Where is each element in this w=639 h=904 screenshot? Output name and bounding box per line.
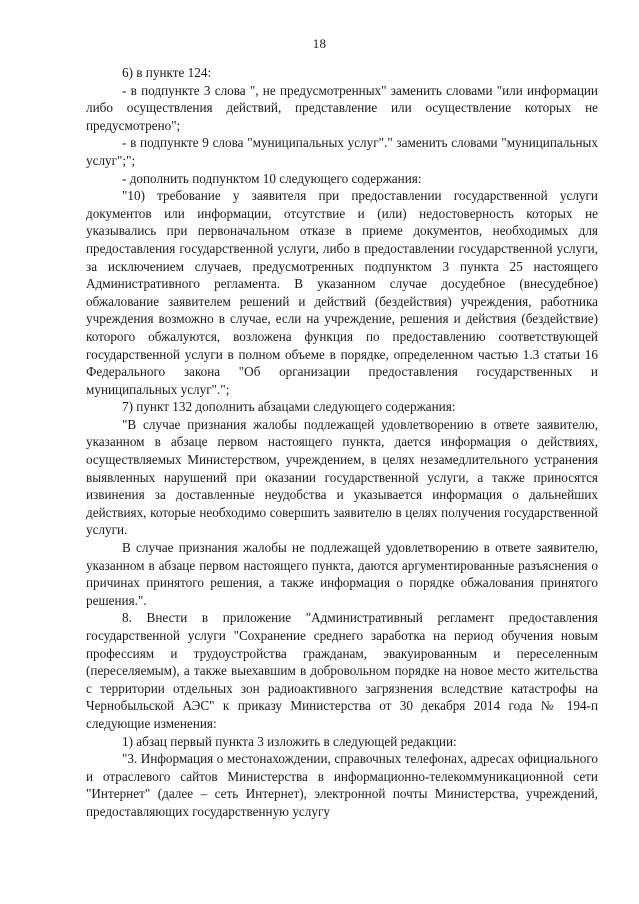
paragraph-item-6: 6) в пункте 124: [122, 65, 212, 80]
page-number: 18 [312, 36, 327, 51]
paragraph-subitem-3: - в подпункте 3 слова ", не предусмотренных" заменить словами "или информации либо осуществления действий, представление или осуществление которых не предусмотрено"; [86, 82, 598, 133]
document-body [86, 64, 598, 821]
paragraph-section-8: 8. Внести в приложение "Административный регламент предоставления государственной услуги "Сохранение среднего заработка на период обучения новым профессиям и трудоустройства гражданам, эвакуированным и переселенным (переселяемым), а также выехавшим в добровольном порядке на новое место жительства с территории отдельных зон радиоактивного загрязнения вследствие катастрофы на Чернобыльской АЭС" к приказу Министерства от 30 декабря 2014 года № 194-п следующие изменения: [86, 610, 598, 731]
paragraph-add-subitem-10: - дополнить подпунктом 10 следующего содержания: [122, 170, 422, 186]
paragraph-subitem-1: 1) абзац первый пункта 3 изложить в следующей редакции: [122, 733, 457, 749]
paragraph-subitem-9: - в подпункте 9 слова "муниципальных услуг"." заменить словами "муниципальных услуг";"; [86, 135, 598, 168]
paragraph-complaint-satisfied: "В случае признания жалобы подлежащей удовлетворению в ответе заявителю, указанном в абзаце первом настоящего пункта, дается информация о действиях, осуществляемых Министерством, учреждением, в целях незамедлительного устранения выявленных нарушений при оказании государственной услуги, а также приносятся извинения за доставленные неудобства и указывается информация о дальнейших действиях, которые необходимо совершить заявителю в целях получения государственной услуги. [86, 416, 598, 538]
paragraph-item-7: 7) пункт 132 дополнить абзацами следующего содержания: [122, 399, 456, 415]
paragraph-item-3-text: "3. Информация о местонахождении, справочных телефонах, адресах официального и отраслевого сайтов Министерства в информационно-телекоммуникационной сети "Интернет" (далее – сеть Интернет), электронной почты Министерства, учреждений, предоставляющих государственную услугу [86, 751, 598, 819]
paragraph-complaint-rejected: В случае признания жалобы не подлежащей удовлетворению в ответе заявителю, указанном в абзаце первом настоящего пункта, даются аргументированные разъяснения о причинах принятого решения, а также информация о порядке обжалования принятого решения.". [86, 540, 598, 608]
paragraph-subitem-10-text: "10) требование у заявителя при предоставлении государственной услуги документов или информации, отсутствие и (или) недостоверность которых не указывались при первоначальном отказе в приеме документов, необходимых для предоставления государственной услуги, либо в предоставлении государственной услуги, за исключением случаев, предусмотренных подпунктом 3 пункта 25 настоящего Административного регламента. В указанном случае досудебное (внесудебное) обжалование заявителем решений и действий (бездействия) учреждения, работника учреждения возможно в случае, если на учреждение, решения и действия (бездействие) которого обжалуются, возложена функция по предоставлению соответствующей государственной услуги в полном объеме в порядке, определенном частью 1.3 статьи 16 Федерального закона "Об организации предоставления государственных и муниципальных услуг"."; [86, 188, 598, 397]
